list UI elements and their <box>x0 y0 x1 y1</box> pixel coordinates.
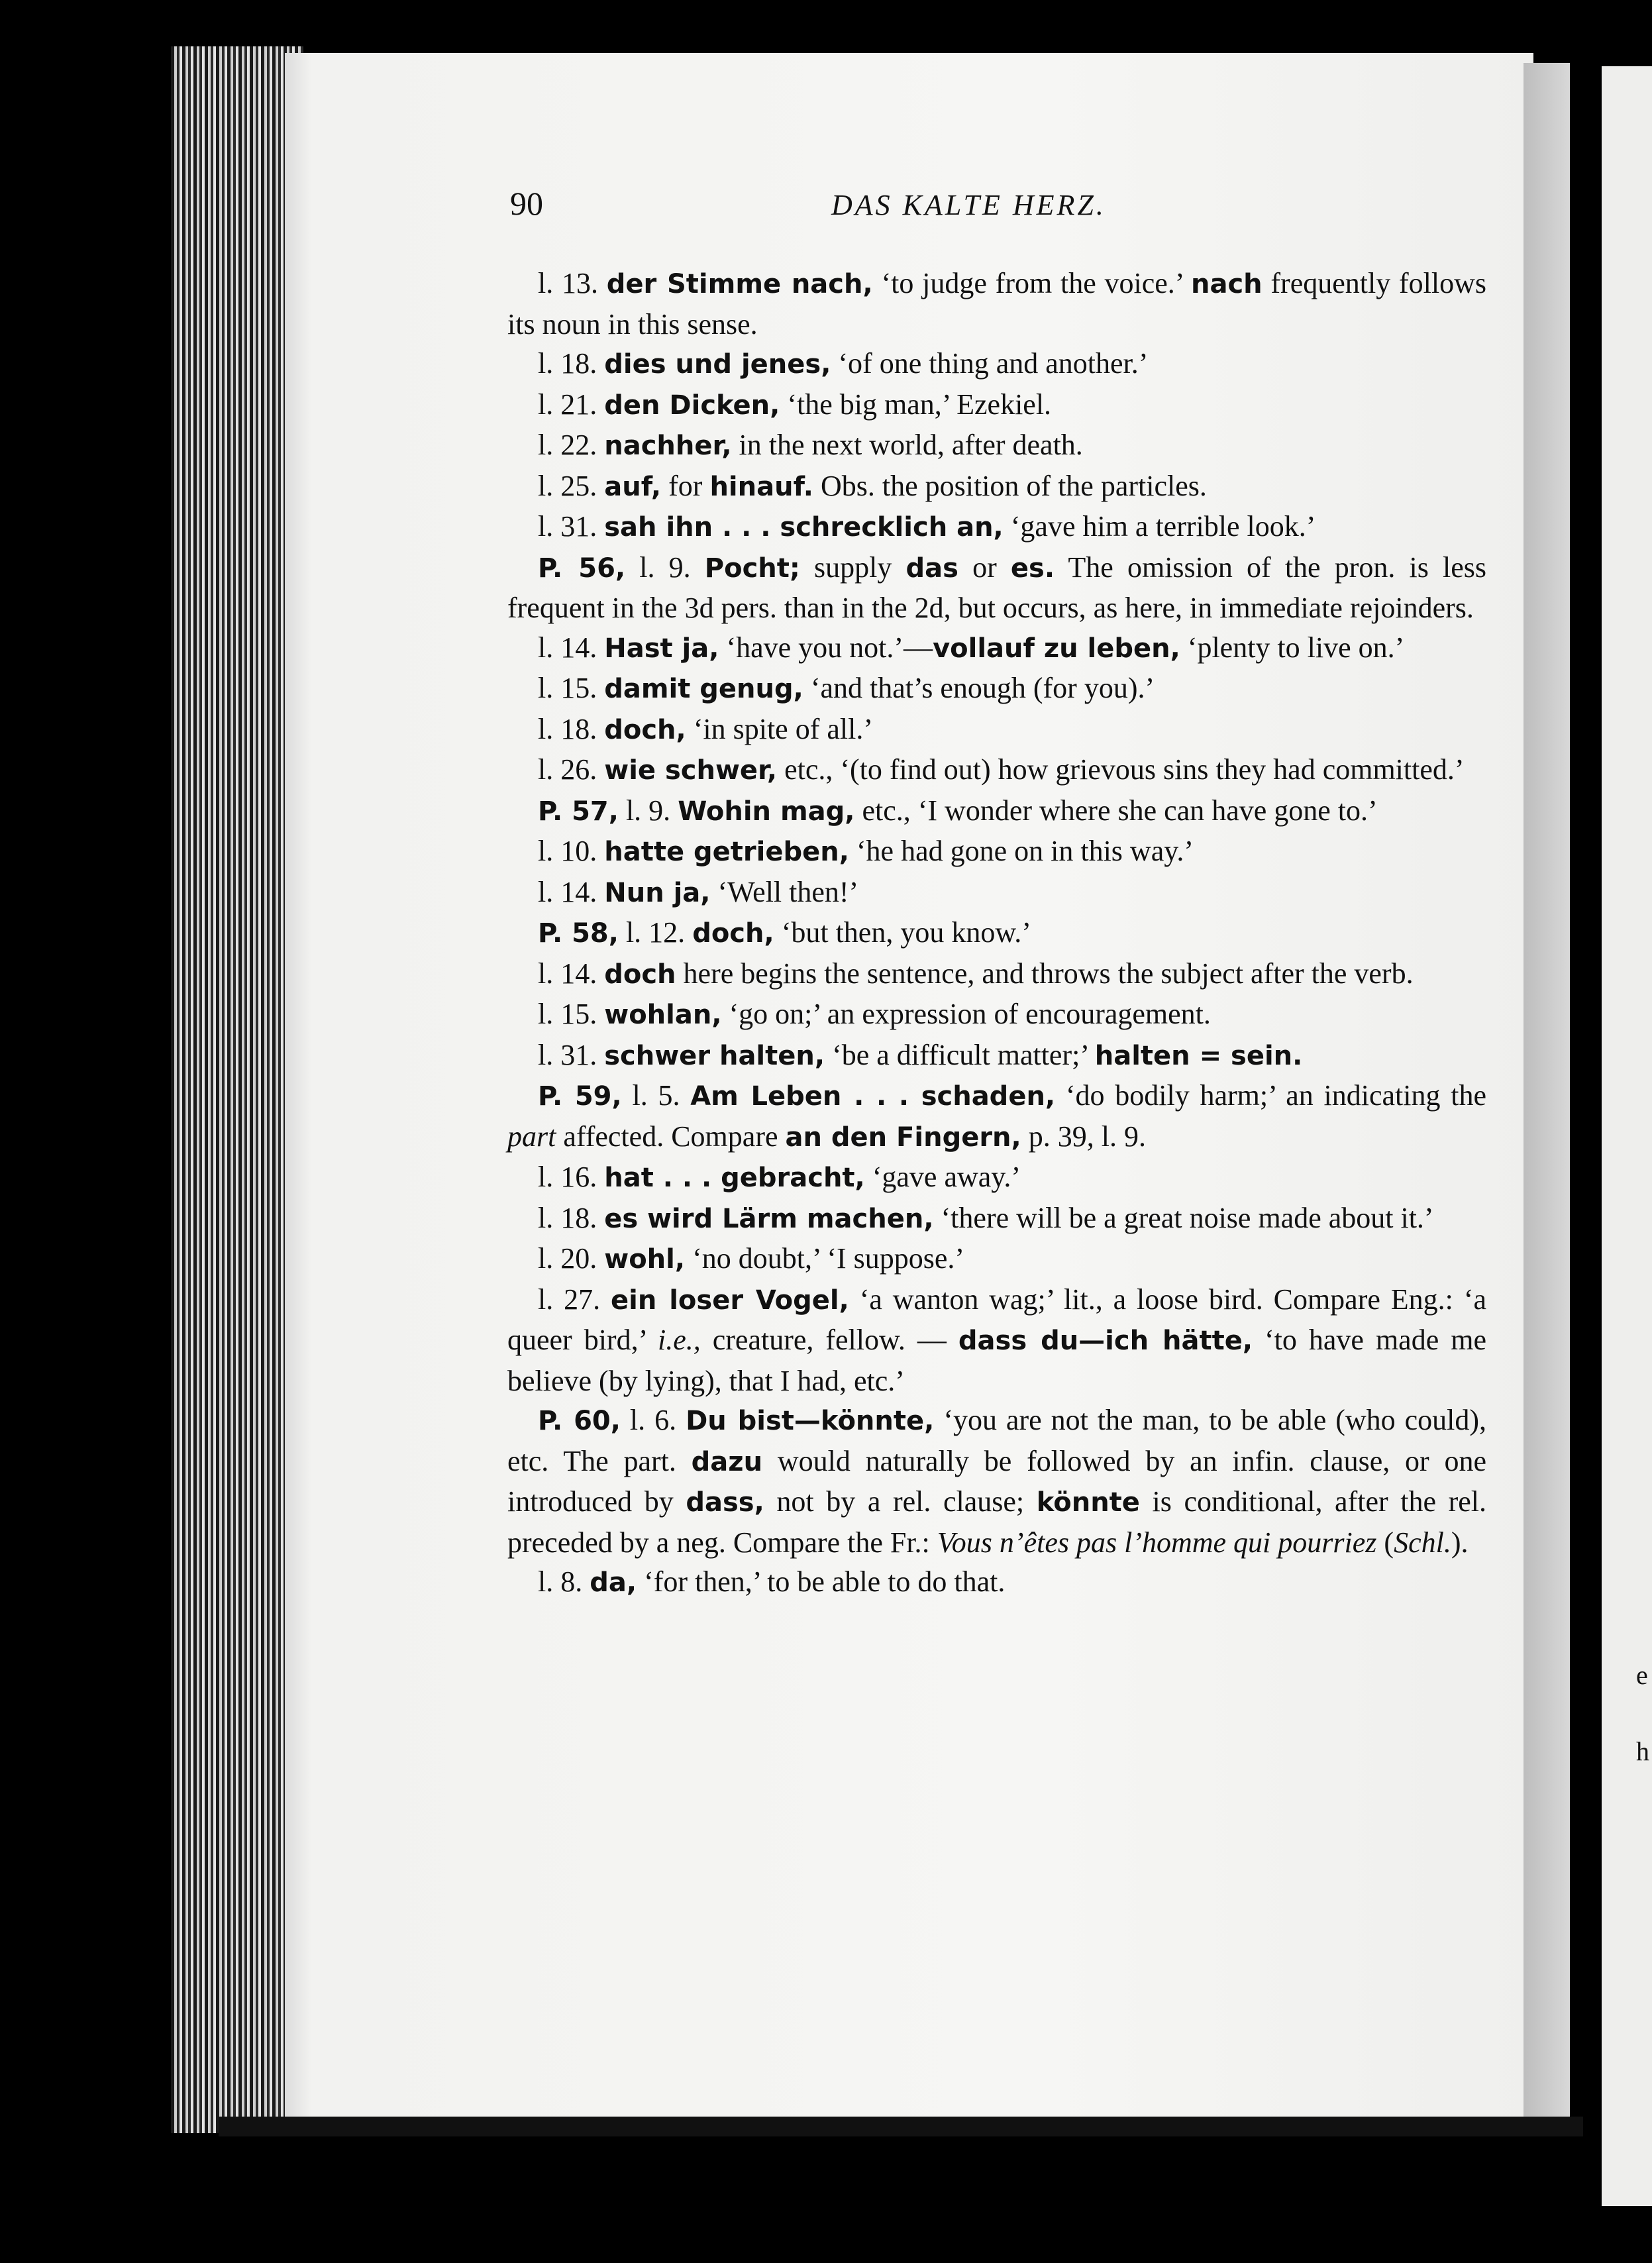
headword: könnte <box>1036 1487 1140 1518</box>
note-text: ‘he had gone on in this way.’ <box>849 835 1194 867</box>
note-text: ‘but then, you know.’ <box>774 916 1031 949</box>
headword: Nun ja, <box>604 877 711 908</box>
headword: P. 59, <box>538 1081 622 1112</box>
note-text: ‘have you not.’— <box>719 631 933 664</box>
book-page-edges <box>171 46 303 2133</box>
note-text: The omission of the pron. is less frequent in the 3d pers. than in the 2d, but occurs, as here, in immediate rejoinders. <box>507 551 1487 624</box>
headword: hatte getrieben, <box>604 837 849 867</box>
note-text: ‘of one thing and another.’ <box>831 347 1149 380</box>
note-text: ‘the big man,’ Ezekiel. <box>780 388 1052 421</box>
note-text: ‘in spite of all.’ <box>686 712 873 745</box>
headword: schwer halten, <box>604 1040 825 1071</box>
note-entry <box>507 710 1486 751</box>
note-entry <box>507 668 1486 710</box>
facing-page-edge <box>1602 66 1652 2206</box>
note-entry <box>507 548 1486 628</box>
page-number: 90 <box>510 185 543 222</box>
note-text: etc., ‘I wonder where she can have gone to.’ <box>854 794 1378 827</box>
headword: P. 60, <box>538 1406 621 1436</box>
note-entry <box>507 913 1486 954</box>
headword: den Dicken, <box>604 390 780 421</box>
note-text: l. 15. <box>538 998 605 1030</box>
headword: ein loser Vogel, <box>611 1285 849 1316</box>
note-text: l. 18. <box>538 347 605 380</box>
notes-body <box>507 264 1486 1603</box>
headword: nachher, <box>604 431 732 461</box>
note-entry <box>507 994 1486 1035</box>
headword: an den Fingern, <box>785 1122 1021 1153</box>
note-text: here begins the sentence, and throws the subject after the verb. <box>676 957 1414 990</box>
note-text: l. 21. <box>538 388 605 421</box>
note-text: in the next world, after death. <box>731 429 1083 461</box>
note-text: ‘no doubt,’ ‘I suppose.’ <box>685 1242 965 1275</box>
note-text: l. 16. <box>538 1161 605 1193</box>
note-text: ‘do bodily harm;’ an indicating the <box>1055 1079 1487 1112</box>
italic-text: i.e., <box>657 1324 701 1356</box>
headword: dazu <box>691 1446 763 1477</box>
headword: doch, <box>604 714 686 745</box>
note-text: ‘gave away.’ <box>864 1161 1021 1193</box>
note-text: l. 10. <box>538 835 605 867</box>
italic-text: Vous n’êtes pas l’homme qui pourriez <box>937 1526 1377 1559</box>
note-text: Obs. the position of the particles. <box>813 469 1207 502</box>
note-entry <box>507 872 1486 914</box>
note-text: is conditional, after the rel. preceded by a neg. Compare the Fr.: <box>507 1485 1486 1559</box>
note-text: ‘Well then!’ <box>710 875 859 908</box>
headword: doch <box>604 959 676 990</box>
note-text: l. 9. <box>618 794 678 827</box>
headword: wohlan, <box>604 1000 722 1030</box>
note-entry <box>507 264 1486 344</box>
note-text: l. 25. <box>538 469 605 502</box>
note-text: l. 12. <box>618 916 693 949</box>
running-title: DAS KALTE HERZ. <box>831 189 1106 221</box>
note-text: l. 27. <box>538 1283 611 1316</box>
headword: Am Leben . . . schaden, <box>690 1081 1056 1112</box>
headword: halten = sein. <box>1094 1040 1303 1071</box>
facing-page-letter: h <box>1636 1736 1649 1766</box>
note-text: ‘go on;’ an expression of encouragement. <box>721 998 1211 1030</box>
facing-page-letter: e <box>1636 1660 1648 1690</box>
note-text: ). <box>1451 1526 1469 1559</box>
page-bottom-edge <box>219 2117 1583 2136</box>
note-entry <box>507 1198 1486 1239</box>
note-text: ‘to judge from the voice.’ <box>872 267 1191 299</box>
headword: P. 57, <box>538 796 619 827</box>
note-text: etc., ‘(to find out) how grievous sins they had committed.’ <box>777 753 1465 786</box>
page-header <box>510 184 1484 237</box>
headword: Wohin mag, <box>678 796 855 827</box>
headword: damit genug, <box>604 674 803 704</box>
note-entry <box>507 1035 1486 1077</box>
italic-text: part <box>507 1120 556 1153</box>
note-text: ‘you are not the man, to be able (who could), etc. The part. <box>507 1404 1487 1477</box>
note-text: ( <box>1376 1526 1394 1559</box>
note-text: ‘for then,’ to be able to do that. <box>637 1565 1006 1598</box>
note-text: would naturally be followed by an infin. clause, or one introduced by <box>507 1444 1486 1518</box>
note-entry <box>507 466 1486 507</box>
note-text: l. 31. <box>538 1038 605 1071</box>
note-entry <box>507 1076 1486 1157</box>
note-entry <box>507 507 1486 548</box>
note-entry <box>507 831 1486 872</box>
note-text: l. 14. <box>538 957 605 990</box>
note-entry <box>507 1157 1486 1198</box>
note-entry <box>507 628 1486 669</box>
note-entry <box>507 1400 1486 1562</box>
page-gutter-shadow <box>1523 63 1570 2123</box>
headword: P. 58, <box>538 918 619 949</box>
note-text: frequently follows its noun in this sense. <box>507 267 1486 341</box>
note-entry <box>507 344 1486 385</box>
headword: vollauf zu leben, <box>933 633 1180 664</box>
headword: wohl, <box>604 1244 686 1275</box>
headword: das <box>905 553 958 584</box>
note-entry <box>507 1239 1486 1280</box>
headword: wie schwer, <box>604 755 778 786</box>
note-text: creature, fellow. — <box>700 1324 958 1356</box>
headword: hinauf. <box>709 471 813 502</box>
note-text: for <box>661 469 710 502</box>
note-text: l. 14. <box>538 631 605 664</box>
headword: der Stimme nach, <box>606 269 873 299</box>
headword: Du bist—könnte, <box>686 1406 935 1436</box>
note-text: l. 15. <box>538 672 605 704</box>
note-text: l. 13. <box>538 267 607 299</box>
note-entry <box>507 791 1486 832</box>
note-text: or <box>958 551 1011 584</box>
note-text: not by a rel. clause; <box>764 1485 1037 1518</box>
note-text: l. 18. <box>538 1201 605 1234</box>
headword: doch, <box>692 918 774 949</box>
headword: sah ihn . . . schrecklich an, <box>604 512 1004 543</box>
note-entry <box>507 954 1486 995</box>
headword: Pocht; <box>704 553 800 584</box>
headword: Hast ja, <box>604 633 719 664</box>
note-text: p. 39, l. 9. <box>1021 1120 1146 1153</box>
note-text: ‘and that’s enough (for you).’ <box>803 672 1155 704</box>
note-text: supply <box>800 551 906 584</box>
headword: auf, <box>604 471 662 502</box>
note-text: l. 8. <box>538 1565 590 1598</box>
headword: dass du—ich hätte, <box>958 1326 1253 1356</box>
note-entry <box>507 1562 1486 1603</box>
note-entry <box>507 385 1486 426</box>
note-text: l. 5. <box>621 1079 691 1112</box>
note-entry <box>507 750 1486 791</box>
headword: es wird Lärm machen, <box>604 1203 934 1234</box>
note-text: ‘plenty to live on.’ <box>1180 631 1405 664</box>
headword: P. 56, <box>538 553 626 584</box>
note-text: l. 31. <box>538 510 605 543</box>
note-text: affected. Compare <box>556 1120 786 1153</box>
note-entry <box>507 1280 1486 1401</box>
note-text: l. 18. <box>538 712 605 745</box>
note-text: l. 20. <box>538 1242 605 1275</box>
headword: da, <box>590 1567 637 1598</box>
note-text: ‘a wanton wag;’ lit., a loose bird. Compare Eng.: ‘a queer bird,’ <box>507 1283 1486 1356</box>
note-text: ‘gave him a terrible look.’ <box>1003 510 1316 543</box>
headword: dass, <box>686 1487 764 1518</box>
note-text: l. 14. <box>538 875 605 908</box>
note-text: ‘to have made me believe (by lying), that I had, etc.’ <box>507 1324 1486 1397</box>
note-text: l. 6. <box>620 1404 686 1436</box>
headword: nach <box>1190 269 1263 299</box>
note-entry <box>507 425 1486 466</box>
note-text: l. 26. <box>538 753 605 786</box>
headword: es. <box>1010 553 1055 584</box>
note-text: ‘be a difficult matter;’ <box>825 1038 1095 1071</box>
note-text: l. 22. <box>538 429 605 461</box>
italic-text: Schl. <box>1394 1526 1451 1559</box>
headword: hat . . . gebracht, <box>604 1163 865 1193</box>
note-text: ‘there will be a great noise made about it.’ <box>933 1201 1434 1234</box>
headword: dies und jenes, <box>604 349 831 380</box>
note-text: l. 9. <box>625 551 705 584</box>
